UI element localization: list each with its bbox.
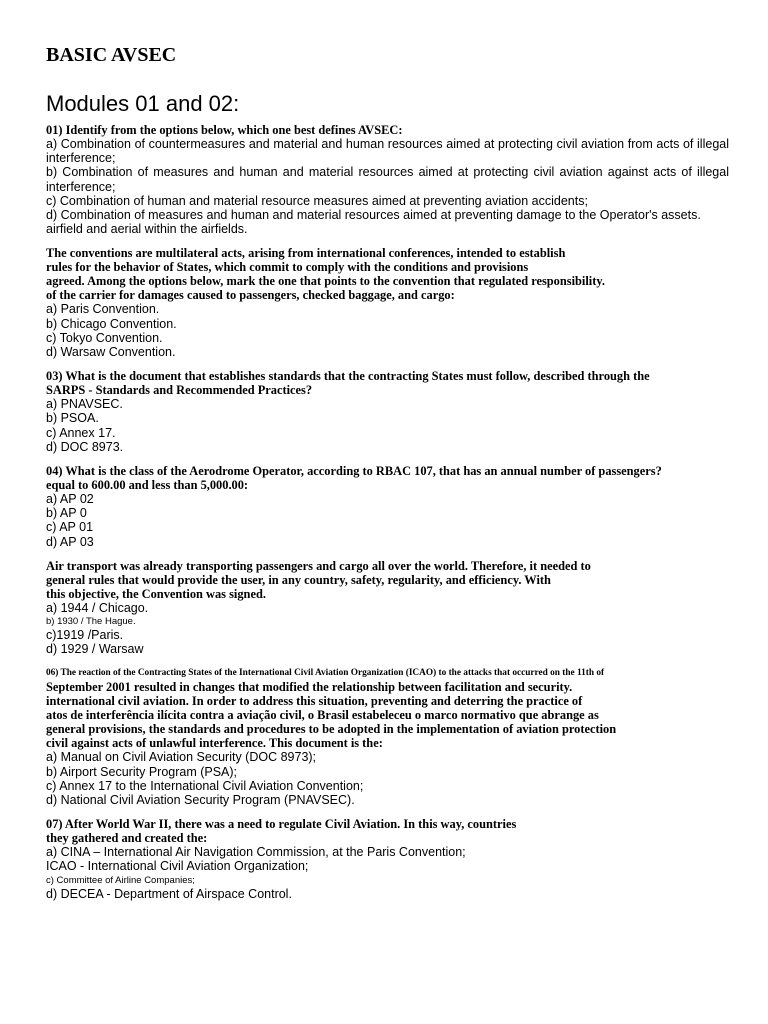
answer-option: c) Annex 17 to the International Civil Aviation Convention; (46, 778, 364, 793)
answer-option: b) Chicago Convention. (46, 316, 177, 331)
answer-option: a) 1944 / Chicago. (46, 600, 149, 615)
question-1 (46, 123, 729, 236)
question-4 (46, 464, 729, 549)
answer-option: d) AP 03 (46, 534, 94, 549)
answer-option: a) AP 02 (46, 492, 94, 507)
answer-option: d) Warsaw Convention. (46, 345, 176, 360)
answer-option: c) Tokyo Convention. (46, 330, 163, 345)
answer-option: d) DECEA - Department of Airspace Control. (46, 886, 292, 901)
question-stem-line: September 2001 resulted in changes that modified the relationship between facilitation and security. (46, 680, 573, 695)
answer-option: a) CINA – International Air Navigation Commission, at the Paris Convention; (46, 845, 466, 860)
answer-option: b) 1930 / The Hague. (46, 616, 136, 628)
question-3 (46, 369, 729, 454)
question-stem-line: 03) What is the document that establishes standards that the contracting States must follow, described through the (46, 369, 650, 384)
question-stem-line: 06) The reaction of the Contracting States of the International Civil Aviation Organization (ICAO) to the attacks that occurred on the 11th of (46, 668, 605, 679)
question-7 (46, 817, 729, 901)
question-2 (46, 246, 729, 359)
answer-option: b) Airport Security Program (PSA); (46, 764, 238, 779)
question-stem-line: The conventions are multilateral acts, arising from international conferences, intended to establish (46, 246, 566, 261)
answer-option: d) DOC 8973. (46, 439, 124, 454)
question-stem-line: general provisions, the standards and procedures to be adopted in the implementation of aviation protection (46, 722, 617, 737)
question-stem-line: general rules that would provide the user, in any country, safety, regularity, and efficiency. With (46, 572, 551, 587)
answer-option: b) Combination of measures and human and material resources aimed at protecting civil aviation against acts of illegal interference; (46, 165, 729, 194)
question-6 (46, 666, 729, 807)
question-stem-line: equal to 600.00 and less than 5,000.00: (46, 478, 249, 493)
question-stem-line: atos de interferência ilícita contra a aviação civil, o Brasil estabeleceu o marco normativo que abrange as (46, 708, 599, 723)
answer-option: d) Combination of measures and human and material resources aimed at preventing damage to the Operator's assets. (46, 208, 701, 223)
question-stem-line: SARPS - Standards and Recommended Practices? (46, 383, 313, 398)
question-stem-line: 07) After World War II, there was a need to regulate Civil Aviation. In this way, countries (46, 817, 517, 832)
answer-option: c) Annex 17. (46, 425, 116, 440)
answer-option: c) AP 01 (46, 520, 94, 535)
document-title: BASIC AVSEC (46, 44, 177, 66)
answer-option: c) Committee of Airline Companies; (46, 874, 195, 886)
question-stem-line: of the carrier for damages caused to passengers, checked baggage, and cargo: (46, 288, 455, 303)
question-5 (46, 559, 729, 657)
question-stem-line: rules for the behavior of States, which commit to comply with the conditions and provisions (46, 260, 529, 275)
answer-option: a) PNAVSEC. (46, 397, 123, 412)
answer-option: a) Manual on Civil Aviation Security (DOC 8973); (46, 750, 317, 765)
answer-option: d) 1929 / Warsaw (46, 642, 144, 657)
answer-option: c) Combination of human and material resource measures aimed at preventing aviation accidents; (46, 193, 588, 208)
answer-option: b) AP 0 (46, 506, 87, 521)
answer-option: d) National Civil Aviation Security Program (PNAVSEC). (46, 793, 355, 808)
document-page (46, 41, 729, 901)
answer-option: ICAO - International Civil Aviation Organization; (46, 859, 309, 874)
answer-option: c)1919 /Paris. (46, 628, 124, 643)
question-stem-line: Air transport was already transporting passengers and cargo all over the world. Therefore, it needed to (46, 558, 591, 573)
question-stem-line: international civil aviation. In order to address this situation, preventing and deterring the practice of (46, 694, 583, 709)
answer-option: a) Paris Convention. (46, 302, 160, 317)
question-stem-line: they gathered and created the: (46, 831, 208, 846)
question-list (46, 123, 729, 901)
question-stem-line: civil against acts of unlawful interference. This document is the: (46, 736, 383, 751)
question-stem-line: 04) What is the class of the Aerodrome Operator, according to RBAC 107, that has an annual number of passengers? (46, 464, 662, 479)
question-stem-line: this objective, the Convention was signed. (46, 586, 266, 601)
modules-heading: Modules 01 and 02: (46, 91, 240, 116)
answer-option: airfield and aerial within the airfields. (46, 222, 248, 237)
answer-option: b) PSOA. (46, 411, 99, 426)
question-stem-line: agreed. Among the options below, mark the one that points to the convention that regulated responsibility. (46, 274, 605, 289)
answer-option: a) Combination of countermeasures and material and human resources aimed at protecting civil aviation from acts of illegal interference; (46, 137, 729, 166)
question-stem-line: 01) Identify from the options below, which one best defines AVSEC: (46, 123, 403, 137)
